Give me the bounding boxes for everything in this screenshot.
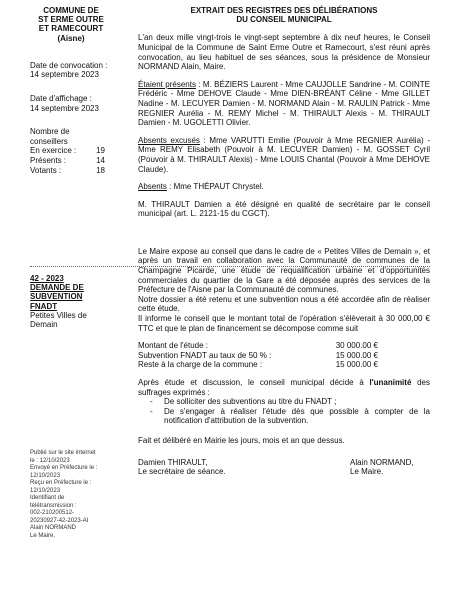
count-en-exercice: En exercice : 19: [30, 146, 105, 156]
secretaire-paragraph: M. THIRAULT Damien a été désigné en qualité de secrétaire par le conseil municipal (art. L. 2121-15 du CGCT).: [138, 199, 430, 219]
list-item: - De s'engager à réaliser l'étude dès que possible à compter de la notification d'attribution de la subvention.: [150, 407, 430, 426]
right-column: [138, 6, 430, 477]
commune-name: COMMUNE DE ST ERME OUTRE ET RAMECOURT (Aisne): [38, 6, 104, 43]
decision-paragraph: Après étude et discussion, le conseil municipal décide à l'unanimité des suffrages exprimés :: [138, 378, 430, 397]
list-item: - De solliciter des subventions au titre du FNADT ;: [150, 397, 430, 407]
signature-block: [138, 458, 430, 477]
secretary-signature: Damien THIRAULT, Le secrétaire de séance.: [138, 457, 226, 477]
count-presents: Présents : 14: [30, 155, 105, 165]
mayor-signature: Alain NORMAND, Le Maire.: [350, 457, 414, 477]
finance-row: Subvention FNADT au taux de 50 % : 15 000.00 €: [138, 350, 378, 360]
montant-paragraph: Il informe le conseil que le montant total de l'opération s'élèverait à 30 000,00 € TTC et que le plan de financement se décompose comme suit: [138, 314, 430, 333]
convocation-block: Date de convocation : 14 septembre 2023: [30, 60, 108, 80]
expose-paragraph: Le Maire expose au conseil que dans le cadre de « Petites Villes de Demain », et après un travail en collaboration avec la Communauté de communes de la Champagne Picarde, une étude de requalification urbaine et d'opportunités commerciales du quartier de la Gare a été déposée auprès des services de la Préfecture de l'Aisne par la Communauté de communes.: [138, 246, 430, 295]
left-column: [30, 6, 112, 175]
presents-paragraph: Étaient présents : M. BÉZIERS Laurent - Mme CAUJOLLE Sandrine - M. COINTE Frédéric - Mme DEHOVE Claude - Mme DIEN-BRÉANT Céline - Mme GILLET Nadine - M. LECUYER Damien - M. NORMAND Alain - M. RAULIN Patrick - Mme REGNIER Aurélia - M. REMY Michel - M. THIRAULT Alexis - M. THIRAULT Damien - M. UGOLETTI Olivier.: [138, 79, 430, 128]
finance-row: Montant de l'étude : 30 000.00 €: [138, 341, 378, 351]
absents-paragraph: Absents : Mme THÉPAUT Chrystel.: [138, 182, 264, 192]
count-votants: Votants : 18: [30, 165, 105, 175]
deliberation-subject: [30, 274, 112, 329]
affichage-block: Date d'affichage : 14 septembre 2023: [30, 93, 99, 113]
closing-line: Fait et délibéré en Mairie les jours, mois et an que dessus.: [138, 435, 345, 445]
publication-stamp: Publié sur le site internet le : 12/10/2023 Envoyé en Préfecture le : 12/10/2023 Reçu en Préfecture le : 12/10/2023 Identifiant de télétransmission : 002-210200512- 20230927-42-2023-AI Alain NORMAND Le Maire,: [30, 450, 98, 539]
finance-row: Reste à la charge de la commune : 15 000.00 €: [138, 360, 378, 370]
intro-paragraph: L'an deux mille vingt-trois le vingt-sept septembre à dix neuf heures, le Conseil Municipal de la Commune de Saint Erme Outre et Ramecourt, s'est réuni après convocation, au lieu habituel de ses séances, sous la présidence de Monsieur NORMAND Alain, Maire.: [138, 33, 430, 72]
decision-list: [138, 397, 430, 426]
retenu-paragraph: Notre dossier a été retenu et une subvention nous a été accordée afin de réaliser cette étude.: [138, 294, 430, 314]
counts-block: Nombre de conseillers En exercice : 19 Présents : 14 Votants : 18: [30, 127, 105, 175]
deliberation-subtitle: Petites Villes de Demain: [30, 310, 87, 329]
finance-table: [138, 341, 430, 370]
absents-excuses-paragraph: Absents excusés : Mme VARUTTI Emilie (Pouvoir à Mme REGNIER Aurélia) - Mme REMY Elisabeth (Pouvoir à M. LECUYER Damien) - M. GOSSET Cyril (Pouvoir à M. THIRAULT Alexis) - Mme LOUIS Chantal (Pouvoir à Mme DEHOVE Claude).: [138, 135, 431, 174]
deliberation-title: 42 - 2023 DEMANDE DE SUBVENTION FNADT: [30, 274, 84, 311]
document-header: EXTRAIT DES REGISTRES DES DÉLIBÉRATIONS DU CONSEIL MUNICIPAL: [190, 6, 378, 25]
